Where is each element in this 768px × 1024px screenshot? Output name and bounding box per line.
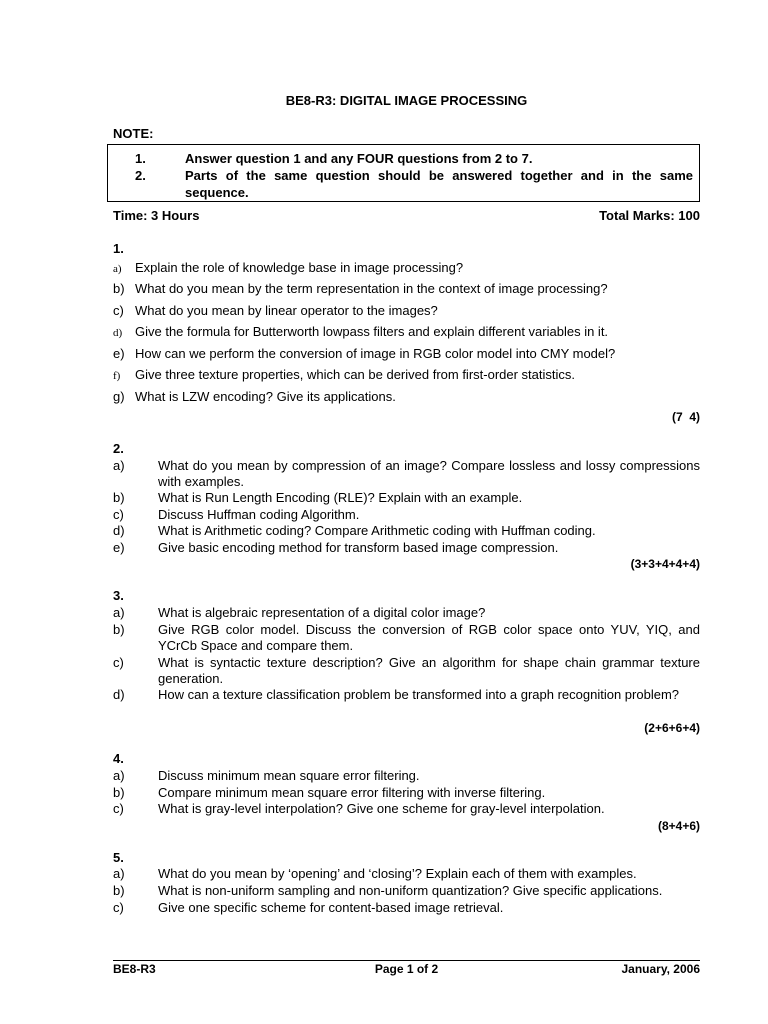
item-text: What is Arithmetic coding? Compare Arithmetic coding with Huffman coding. [158, 523, 596, 538]
item-label: g) [113, 389, 125, 404]
note-item-text: Answer question 1 and any FOUR questions from 2 to 7. [185, 151, 533, 166]
question-marks: (2+6+6+4) [644, 721, 700, 735]
question-item [113, 366, 575, 385]
item-text: Give basic encoding method for transform based image compression. [158, 540, 559, 555]
question-item [113, 280, 608, 297]
item-text: Discuss minimum mean square error filtering. [158, 768, 420, 783]
item-text: What is LZW encoding? Give its applications. [135, 389, 396, 404]
question-marks: (8+4+6) [657, 819, 700, 833]
footer-date: January, 2006 [621, 962, 700, 976]
item-label: b) [113, 281, 125, 296]
item-label: b) [113, 785, 125, 800]
item-label: c) [113, 303, 124, 318]
item-text: What is syntactic texture description? Give an algorithm for shape chain grammar texture generation. [158, 655, 700, 686]
item-text: What do you mean by compression of an image? Compare lossless and lossy compressions with examples. [158, 458, 700, 489]
time-limit: Time: 3 Hours [113, 208, 200, 223]
question-marks: (3+3+4+4+4) [630, 557, 700, 571]
item-label: b) [113, 622, 125, 637]
item-label: b) [113, 490, 125, 505]
item-text: What do you mean by linear operator to the images? [135, 303, 438, 318]
item-text: How can we perform the conversion of image in RGB color model into CMY model? [135, 346, 616, 361]
item-text: What is algebraic representation of a digital color image? [158, 605, 486, 620]
note-item-number: 2. [135, 168, 146, 183]
note-label: NOTE: [113, 126, 154, 141]
item-label: d) [113, 687, 125, 702]
question-number: 5. [113, 850, 124, 865]
item-label: a) [113, 866, 125, 881]
item-label: d) [113, 523, 125, 538]
item-label: a) [113, 263, 122, 275]
item-text: Give the formula for Butterworth lowpass filters and explain different variables in it. [135, 324, 609, 339]
question-item [113, 687, 700, 703]
item-label: c) [113, 900, 124, 915]
item-label: a) [113, 768, 125, 783]
question-item [113, 323, 608, 342]
question-number: 4. [113, 751, 124, 766]
exam-page [113, 0, 700, 1024]
question-marks: (7 4) [671, 410, 700, 424]
note-box [107, 144, 700, 202]
item-text: Explain the role of knowledge base in image processing? [135, 260, 464, 275]
item-text: How can a texture classification problem be transformed into a graph recognition problem? [158, 687, 679, 702]
question-number: 1. [113, 241, 124, 256]
item-text: Give one specific scheme for content-based image retrieval. [158, 900, 504, 915]
note-item-number: 1. [135, 151, 146, 166]
item-text: What do you mean by the term representation in the context of image processing? [135, 281, 608, 296]
item-text: What do you mean by ‘opening’ and ‘closing’? Explain each of them with examples. [158, 866, 637, 881]
footer-code: BE8-R3 [113, 962, 156, 976]
question-number: 2. [113, 441, 124, 456]
item-label: a) [113, 458, 125, 473]
item-text: Give RGB color model. Discuss the conversion of RGB color space onto YUV, YIQ, and YCrCb Space and compare them. [158, 622, 700, 653]
item-label: c) [113, 801, 124, 816]
item-text: What is gray-level interpolation? Give one scheme for gray-level interpolation. [158, 801, 605, 816]
item-label: d) [113, 327, 123, 339]
item-text: Discuss Huffman coding Algorithm. [158, 507, 360, 522]
item-text: Compare minimum mean square error filtering with inverse filtering. [158, 785, 546, 800]
item-text: What is Run Length Encoding (RLE)? Explain with an example. [158, 490, 523, 505]
item-text: Give three texture properties, which can be derived from first-order statistics. [135, 367, 576, 382]
item-label: b) [113, 883, 125, 898]
note-item-text: Parts of the same question should be answered together and in the same sequence. [185, 168, 693, 200]
item-label: a) [113, 605, 125, 620]
item-label: f) [113, 370, 121, 382]
question-item [113, 345, 615, 362]
question-item [113, 302, 438, 319]
question-item [113, 388, 396, 405]
item-label: e) [113, 540, 125, 555]
item-label: e) [113, 346, 125, 361]
item-label: c) [113, 507, 124, 522]
question-number: 3. [113, 588, 124, 603]
total-marks: Total Marks: 100 [599, 208, 700, 223]
item-label: c) [113, 655, 124, 670]
page-title: BE8-R3: DIGITAL IMAGE PROCESSING [285, 93, 528, 108]
footer-page-number: Page 1 of 2 [374, 962, 439, 976]
item-text: What is non-uniform sampling and non-uniform quantization? Give specific applications. [158, 883, 663, 898]
question-item [113, 259, 463, 278]
footer-divider [113, 960, 700, 961]
